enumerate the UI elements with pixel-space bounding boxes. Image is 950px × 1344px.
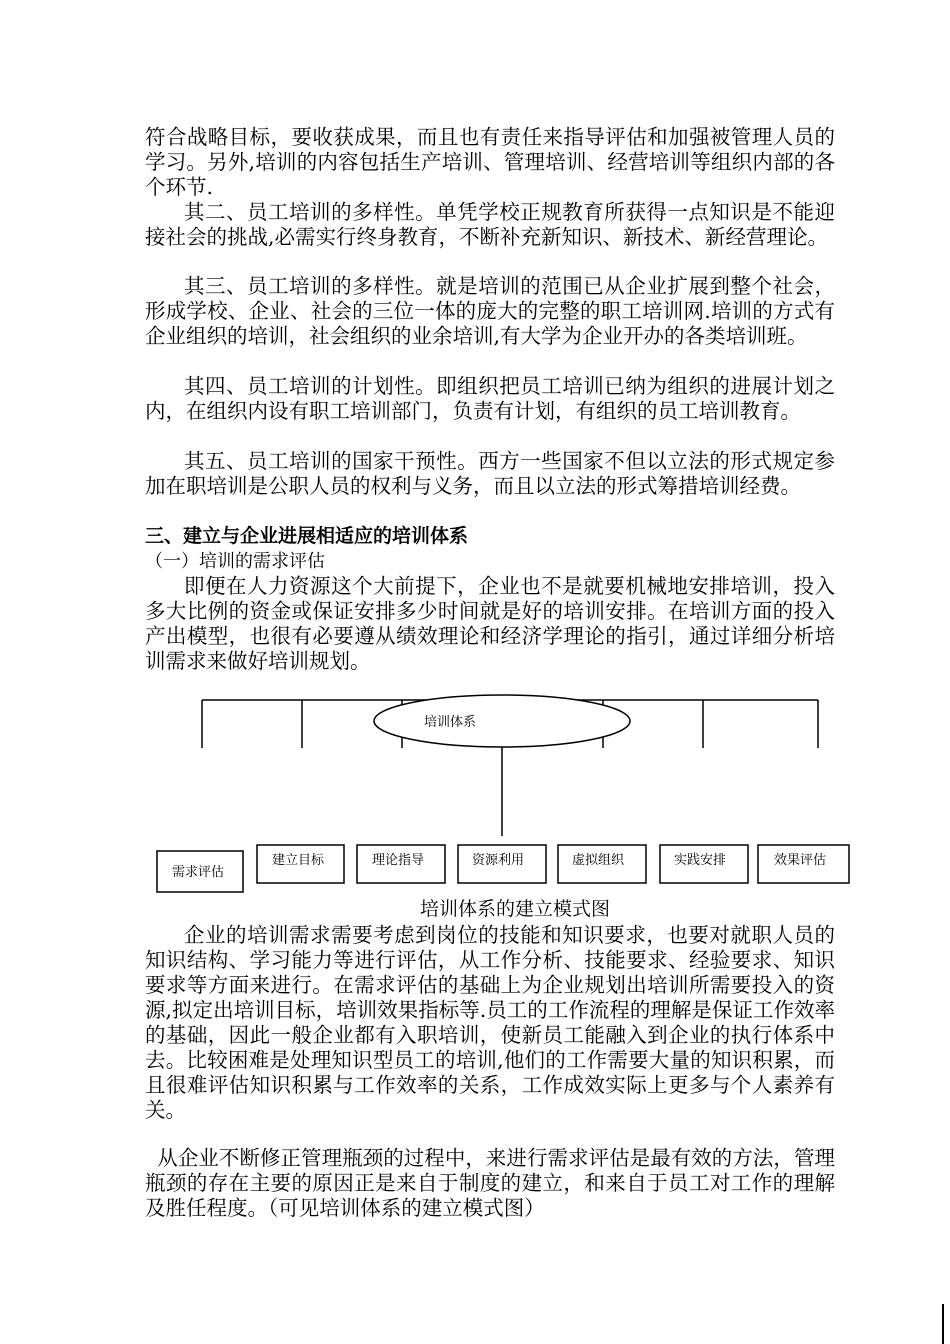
paragraph-7: 企业的培训需求需要考虑到岗位的技能和知识要求，也要对就职人员的知识结构、学习能力等进行评估，从工作分析、技能要求、经验要求、知识要求等方面来进行。在需求评估的基础上为企业规划出培训所需要投入的资源,拟定出培训目标，培训效果指标等.员工的工作流程的理解是保证工作效率的基础，因此一般企业都有入职培训，使新员工能融入到企业的执行体系中去。比较困难是处理知识型员工的培训,他们的工作需要大量的知识积累，而且很难评估知识积累与工作效率的关系，工作成效实际上更多与个人素养有关。 — [145, 923, 835, 1122]
page-edge-mark — [942, 1304, 944, 1344]
paragraph-1: 符合战略目标，要收获成果，而且也有责任来指导评估和加强被管理人员的学习。另外,培训的内容包括生产培训、管理培训、经营培训等组织内部的各个环节. — [145, 125, 835, 199]
subsection-heading: （一）培训的需求评估 — [145, 551, 325, 572]
box-label-4: 资源利用 — [472, 853, 525, 868]
box-label-6: 实践安排 — [674, 853, 727, 868]
diagram-caption: 培训体系的建立模式图 — [420, 898, 611, 920]
box-label-2: 建立目标 — [272, 853, 325, 868]
center-ellipse — [374, 695, 630, 747]
center-label: 培训体系 — [424, 715, 477, 730]
box-label-5: 虚拟组织 — [572, 853, 625, 868]
paragraph-4: 其四、员工培训的计划性。即组织把员工培训已纳为组织的进展计划之内，在组织内设有职工培训部门，负责有计划，有组织的员工培训教育。 — [145, 374, 835, 423]
box-label-1: 需求评估 — [172, 865, 225, 880]
paragraph-2: 其二、员工培训的多样性。单凭学校正规教育所获得一点知识是不能迎接社会的挑战,必需实行终身教育，不断补充新知识、新技术、新经营理论。 — [145, 200, 835, 249]
paragraph-5: 其五、员工培训的国家干预性。西方一些国家不但以立法的形式规定参加在职培训是公职人员的权利与义务，而且以立法的形式筹措培训经费。 — [145, 449, 835, 498]
section-heading: 三、建立与企业进展相适应的培训体系 — [145, 525, 469, 547]
paragraph-6: 即便在人力资源这个大前提下，企业也不是就要机械地安排培训，投入多大比例的资金或保证安排多少时间就是好的培训安排。在培训方面的投入产出模型，也很有必要遵从绩效理论和经济学理论的指引，通过详细分析培训需求来做好培训规划。 — [145, 574, 835, 673]
box-label-3: 理论指导 — [372, 853, 425, 868]
box-label-7: 效果评估 — [774, 853, 827, 868]
paragraph-3: 其三、员工培训的多样性。就是培训的范围已从企业扩展到整个社会，形成学校、企业、社会的三位一体的庞大的完整的职工培训网.培训的方式有企业组织的培训，社会组织的业余培训,有大学为企业开办的各类培训班。 — [145, 274, 835, 348]
paragraph-8: 从企业不断修正管理瓶颈的过程中，来进行需求评估是最有效的方法，管理瓶颈的存在主要的原因正是来自于制度的建立，和来自于员工对工作的理解及胜任程度。（可见培训体系的建立模式图） — [145, 1146, 835, 1220]
